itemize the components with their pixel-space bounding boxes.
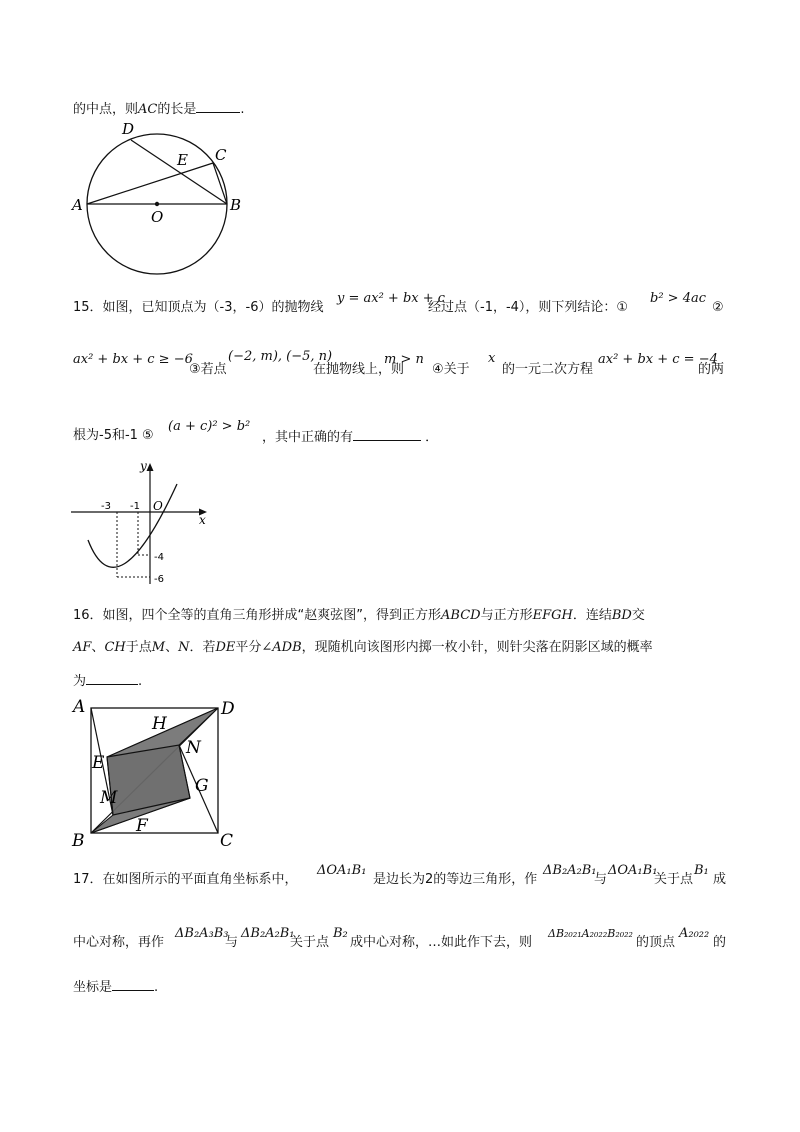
- q15-conclusion-2: ax² + bx + c ≥ −6: [73, 352, 193, 367]
- q15-answer-line: [262, 428, 438, 446]
- q16-text3: ．连结: [572, 608, 612, 623]
- q17-text8: 与: [225, 935, 239, 950]
- q16-text4: 交: [631, 608, 645, 623]
- q15-parabola-graph: [68, 460, 218, 590]
- q17-point-b1: B₁: [694, 863, 709, 878]
- q14-text: 的中点，则: [73, 102, 139, 117]
- q15-mark-4: ④关于: [432, 362, 470, 377]
- q17-text2: 是边长为: [373, 872, 426, 887]
- q16-text9: 平分: [235, 640, 262, 655]
- q15-mark-3: ③若点: [189, 362, 227, 377]
- q16-text6: 于点: [125, 640, 152, 655]
- q16-label-a: A: [73, 697, 86, 717]
- q14-circle-figure: [60, 118, 270, 278]
- q15-points: (−2, m), (−5, n): [228, 349, 333, 364]
- q17-triangle-2022: ΔB₂₀₂₁A₂₀₂₂B₂₀₂₂: [548, 927, 633, 940]
- q15-tick-ym4: -4: [154, 552, 164, 563]
- q16-text8: ．若: [189, 640, 216, 655]
- q16-point-n: N: [178, 640, 190, 655]
- q17-text10: 成中心对称，…如此作下去，则: [350, 935, 533, 950]
- q16-square-efgh: EFGH: [532, 608, 573, 623]
- q17-line1-mid: [373, 872, 537, 888]
- q16-label-e: E: [92, 753, 105, 773]
- q15-text5: 的两: [698, 362, 725, 377]
- q17-text4: 与: [594, 872, 608, 887]
- q16-line3: [73, 672, 142, 690]
- q17-line1-start: [73, 872, 298, 888]
- q17-triangle-b2a2b1: ΔB₂A₂B₁: [543, 863, 597, 878]
- q14-label-a: A: [72, 196, 83, 214]
- q14-answer-blank[interactable]: [196, 100, 240, 113]
- q16-text7: 、: [165, 640, 179, 655]
- q16-text1: 如图，四个全等的直角三角形拼成“赵爽弦图”，得到正方形: [102, 608, 442, 623]
- q16-segment-af: AF: [73, 640, 92, 655]
- q17-side-length: 2: [425, 872, 434, 887]
- q17-text1: 在如图所示的平面直角坐标系中，: [102, 872, 298, 887]
- q14-label-e: E: [177, 151, 188, 169]
- q15-text6: 根为-5和-1 ⑤: [73, 428, 154, 443]
- q17-text7: 中心对称，再作: [73, 935, 165, 950]
- q17-answer-blank[interactable]: [112, 978, 154, 991]
- q15-text4: 的一元二次方程: [502, 362, 594, 377]
- q16-number: 16．: [73, 608, 103, 623]
- q15-conclusion-5: (a + c)² > b²: [168, 419, 251, 434]
- q16-line2: [73, 640, 653, 656]
- q16-label-g: G: [195, 776, 209, 796]
- q15-inequality: m > n: [384, 352, 424, 367]
- q16-angle-adb: ∠ADB: [261, 640, 302, 655]
- q16-segment-de: DE: [215, 640, 236, 655]
- q16-label-b: B: [72, 831, 85, 851]
- q16-square-abcd: ABCD: [441, 608, 481, 623]
- q14-text-line: [73, 100, 245, 118]
- q17-text5: 关于点: [654, 872, 694, 887]
- q16-line1: [73, 608, 645, 624]
- q17-text6: 成: [713, 872, 727, 887]
- q15-end: ．: [425, 430, 439, 445]
- q17-triangle-b2a3b3: ΔB₂A₃B₃: [175, 926, 229, 941]
- q15-mark-2: ②: [712, 300, 724, 315]
- q14-end: .: [240, 102, 245, 117]
- q15-equation-4: ax² + bx + c = −4: [598, 352, 718, 367]
- q15-tick-xm1: -1: [130, 501, 140, 512]
- q16-segment-bd: BD: [611, 608, 632, 623]
- q14-segment-ac: AC: [138, 102, 158, 117]
- q17-line3: [73, 978, 158, 996]
- q16-label-f: F: [136, 816, 148, 836]
- q16-label-m: M: [100, 788, 118, 808]
- q16-text2: 与正方形: [480, 608, 533, 623]
- q15-var-x: x: [488, 351, 496, 366]
- q15-text7: ，其中正确的有: [262, 430, 354, 445]
- q17-point-b2: B₂: [333, 926, 348, 941]
- q17-text13: 坐标是: [73, 980, 113, 995]
- q14-label-c: C: [215, 146, 227, 164]
- q17-triangle-oa1b1: ΔOA₁B₁: [317, 863, 367, 878]
- q16-answer-blank[interactable]: [86, 672, 138, 685]
- q15-text1: 如图，已知顶点为（-3，-6）的抛物线: [102, 300, 324, 315]
- q16-label-h: H: [152, 714, 167, 734]
- q16-text11: 为: [73, 674, 87, 689]
- q17-triangle-oa1b1-ref: ΔOA₁B₁: [608, 863, 658, 878]
- q15-axis-y: y: [140, 459, 147, 473]
- q15-line1: [73, 300, 323, 316]
- q16-label-n: N: [186, 738, 201, 758]
- q17-text11: 的顶点: [636, 935, 676, 950]
- q16-label-c: C: [220, 831, 234, 851]
- q15-tick-ym6: -6: [154, 574, 164, 585]
- q15-text2: 经过点（-1，-4），则下列结论：①: [428, 300, 629, 315]
- q15-tick-xm3: -3: [101, 501, 111, 512]
- q14-label-o: O: [151, 208, 164, 226]
- q15-text3: 在抛物线上，则: [313, 362, 405, 377]
- q14-label-d: D: [122, 120, 135, 138]
- q17-text12: 的: [713, 935, 727, 950]
- q15-number: 15．: [73, 300, 103, 315]
- q16-segment-ch: CH: [104, 640, 126, 655]
- q17-text3: 的等边三角形，作: [433, 872, 538, 887]
- q15-conclusion-1: b² > 4ac: [650, 291, 706, 306]
- q15-answer-blank[interactable]: [353, 428, 421, 441]
- q16-label-d: D: [221, 699, 235, 719]
- q17-end: .: [154, 980, 159, 995]
- q15-origin: O: [153, 499, 163, 513]
- q17-text9: 关于点: [290, 935, 330, 950]
- q16-point-m: M: [151, 640, 166, 655]
- q14-text2: 的长是: [157, 102, 197, 117]
- q17-number: 17．: [73, 872, 103, 887]
- q17-triangle-b2a2b1-ref: ΔB₂A₂B₁: [241, 926, 295, 941]
- q14-label-b: B: [230, 196, 242, 214]
- q15-axis-x: x: [199, 513, 206, 527]
- q17-point-a2022: A₂₀₂₂: [679, 926, 710, 941]
- q16-text5: 、: [91, 640, 105, 655]
- q16-zhaoshuang-figure: [70, 690, 250, 850]
- q15-parabola-equation: y = ax² + bx + c: [337, 291, 446, 306]
- q16-end: .: [138, 674, 143, 689]
- q16-text10: ，现随机向该图形内掷一枚小针，则针尖落在阴影区域的概率: [301, 640, 653, 655]
